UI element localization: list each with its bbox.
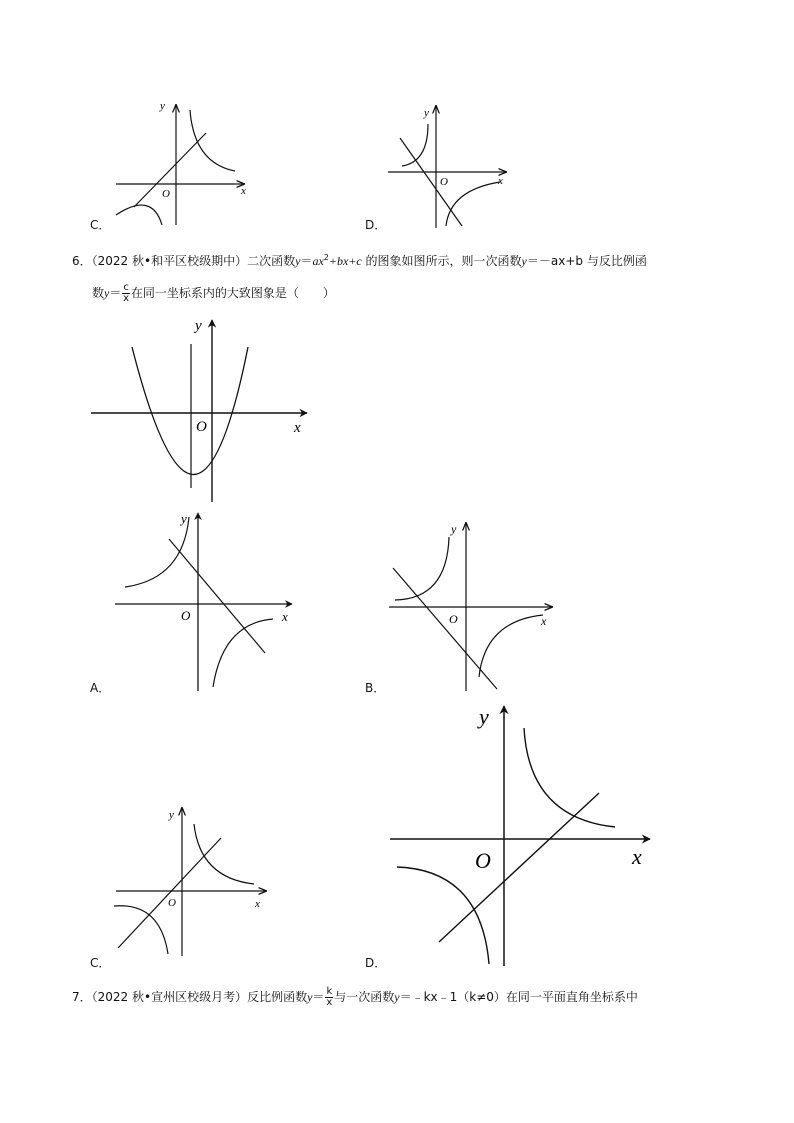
q6-text: 与反比例函	[583, 254, 647, 268]
q6-fraction	[122, 283, 130, 304]
q6-eq1-exp: 2	[323, 253, 329, 262]
option-c-label[interactable]: C．	[90, 956, 111, 970]
q6-text: 在同一坐标系内的大致图象是（ ）	[130, 286, 335, 300]
q7-text: 在同一平面直角坐标系中	[505, 990, 638, 1004]
graph-q6-b	[385, 515, 560, 695]
graph-top-d	[380, 98, 520, 233]
option-b-label[interactable]: B．	[365, 681, 386, 695]
q6-frac-num: c	[123, 282, 129, 293]
graph-q6-parabola	[85, 312, 320, 507]
axis-x-label: x	[282, 609, 288, 624]
graph-top-c	[100, 95, 260, 235]
q6-eq3-lhs: y	[104, 286, 110, 300]
origin-label: O	[162, 188, 170, 200]
q7-text: 与一次函数	[334, 990, 395, 1004]
axis-y-label: y	[181, 511, 187, 526]
origin-label: O	[181, 608, 191, 623]
q6-text: 的图象如图所示，则一次函数	[361, 254, 522, 268]
axis-y-label: y	[160, 100, 165, 112]
graph-q6-d	[385, 700, 660, 970]
q6-eq2-rest: ＝－ax+b	[526, 254, 584, 268]
option-c-label[interactable]: C．	[90, 218, 111, 232]
q6-number: 6．	[72, 254, 92, 268]
q7-text: 反比例函数	[247, 990, 308, 1004]
axis-x-label: x	[255, 898, 260, 910]
q7-source: （2022 秋•宣州区校级月考）	[91, 990, 248, 1004]
q6-eq1-eq: ＝	[300, 254, 313, 268]
q6-source: （2022 秋•和平区校级期中）	[91, 254, 248, 268]
axis-y-label: y	[451, 522, 457, 536]
axis-x-label: x	[294, 420, 301, 436]
q6-frac-den: x	[123, 293, 130, 304]
q7-eq1-eq: ＝	[312, 990, 325, 1004]
axis-x-label: x	[498, 175, 503, 187]
q6-eq3-eq: ＝	[109, 286, 122, 300]
origin-label: O	[440, 176, 448, 188]
origin-label: O	[196, 419, 207, 435]
q6-eq1-a: ax	[312, 254, 324, 268]
q7-eq2-lhs: y	[394, 990, 400, 1004]
option-a-label[interactable]: A．	[90, 681, 111, 695]
q7-line1	[72, 987, 638, 1008]
graph-q6-a	[105, 505, 305, 695]
q6-eq1-rest: +bx+c	[328, 254, 362, 268]
q6-eq1-lhs: y	[295, 254, 301, 268]
graph-q6-c	[108, 800, 273, 960]
option-d-label[interactable]: D．	[365, 956, 387, 970]
q6-line2	[92, 283, 335, 304]
axis-y-label: y	[424, 107, 429, 119]
q7-number: 7．	[72, 990, 92, 1004]
q7-eq1-lhs: y	[307, 990, 313, 1004]
q6-line1	[72, 252, 647, 269]
q6-text: 数	[92, 286, 105, 300]
q7-frac-den: x	[326, 997, 333, 1008]
q7-fraction	[325, 987, 333, 1008]
axis-x-label: x	[241, 185, 246, 197]
origin-label: O	[168, 897, 176, 909]
axis-x-label: x	[541, 614, 547, 628]
origin-label: O	[475, 848, 491, 873]
origin-label: O	[449, 612, 458, 626]
q6-text: 二次函数	[247, 254, 296, 268]
axis-y-label: y	[479, 704, 489, 729]
option-d-label[interactable]: D．	[365, 218, 387, 232]
axis-x-label: x	[632, 844, 642, 869]
q7-frac-num: k	[326, 986, 333, 997]
axis-y-label: y	[195, 318, 202, 334]
axis-y-label: y	[169, 809, 174, 821]
q7-eq2-rest: ＝﹣kx﹣1（k≠0）	[399, 990, 506, 1004]
q6-eq2-lhs: y	[521, 254, 527, 268]
